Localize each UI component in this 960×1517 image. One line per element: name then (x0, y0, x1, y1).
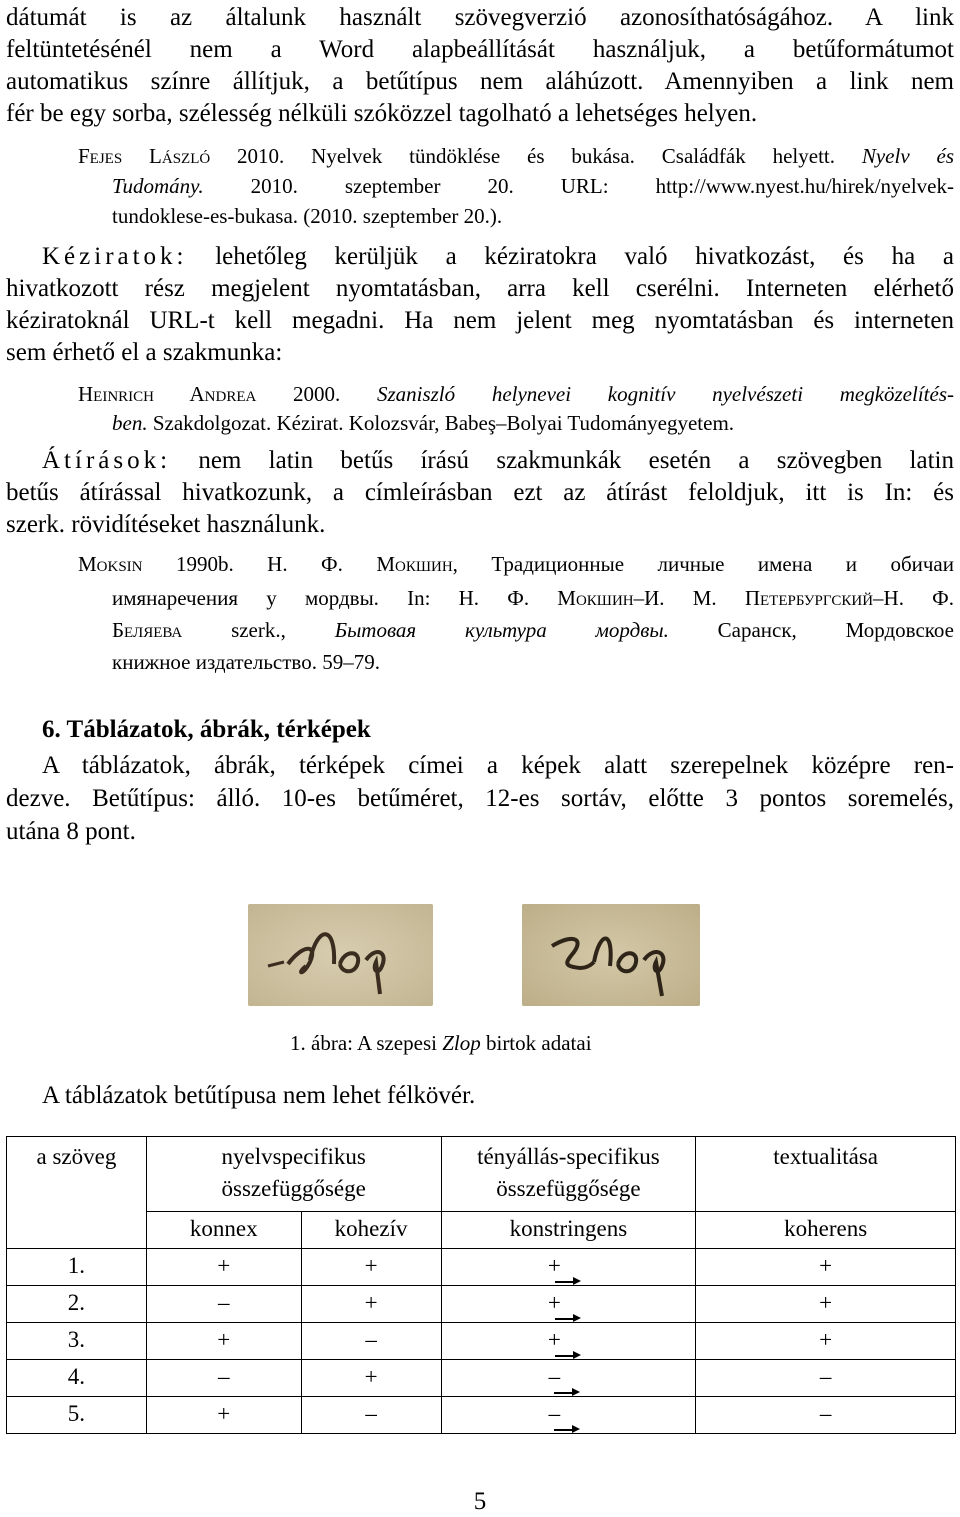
table-subheader-row (7, 1212, 956, 1249)
ref1-journal: Nyelv és (861, 144, 954, 168)
table-header-row (7, 1137, 956, 1212)
criteria-table (6, 1136, 956, 1434)
ref1-title: 2010. Nyelvek tündöklése és bukása. Családfák helyett. (210, 144, 862, 168)
header-cell-text: a szöveg (7, 1137, 147, 1212)
ref2-line2 (112, 409, 734, 438)
kez-line1 (42, 241, 954, 273)
para1-line4: fér be egy sorba, szélesség nélküli szóközzel tagolható a lehetséges helyen. (6, 100, 758, 127)
arrow-icon (555, 1276, 583, 1286)
ref1-author: Fejes László (78, 144, 211, 168)
subheader-cell: konstringens (441, 1212, 696, 1249)
ref3-line1: Moksin 1990b. Н. Ф. Мокшин, Традиционные личные имена и обичаи (78, 552, 954, 576)
section-line3: utána 8 pont. (6, 818, 136, 845)
ref3-line2: имянаречения у мордвы. In: Н. Ф. Мокшин–И. М. Петербургский–Н. Ф. (112, 586, 954, 610)
header-cell-fact: tényállás-specifikus összefüggősége (441, 1137, 696, 1212)
section-line1: A táblázatok, ábrák, térképek címei a képek alatt szerepelnek középre ren- (42, 752, 954, 779)
ref2-author: Heinrich Andrea (78, 382, 257, 406)
ref3-line4: книжное издательство. 59–79. (112, 650, 380, 674)
subheader-cell: kohezív (301, 1212, 441, 1249)
para1-line2: feltüntetésénél nem a Word alapbeállítását használjuk, a betűformátumot (6, 36, 954, 63)
header-cell-textuality: textualitása (696, 1137, 956, 1212)
atir-text: nem latin betűs írású szakmunkák esetén a szövegben latin (171, 447, 954, 474)
ref3-line3: Беляева szerk., Бытовая культура мордвы. Саранск, Мордовское (112, 618, 954, 642)
atir-line3: szerk. rövidítéseket használunk. (6, 511, 326, 538)
ref2-details: Szakdolgozat. Kézirat. Kolozsvár, Babeş–Bolyai Tudományegyetem. (147, 411, 735, 435)
page-number: 5 (473, 1488, 487, 1515)
subheader-empty (7, 1212, 147, 1249)
arrow-icon (554, 1424, 582, 1434)
ref2-title: Szaniszló helynevei kognitív nyelvészeti megközelítés- (376, 382, 954, 406)
table-row: 4. – + – – (7, 1360, 956, 1397)
subheader-cell: konnex (146, 1212, 301, 1249)
ref2-year: 2000. (256, 382, 377, 406)
table-row: 1. + + + + (7, 1249, 956, 1286)
arrow-icon (555, 1313, 583, 1323)
ref2-line1 (78, 380, 954, 409)
ref1-url[interactable]: 2010. szeptember 20. URL: http://www.nyest.hu/hirek/nyelvek- (203, 174, 954, 198)
kez-label: Kéziratok: (42, 243, 188, 270)
header-cell-language: nyelvspecifikus összefüggősége (146, 1137, 441, 1212)
subheader-cell: koherens (696, 1212, 956, 1249)
kez-text: lehetőleg kerüljük a kéziratokra való hivatkozást, és ha a (187, 243, 954, 270)
table-note: A táblázatok betűtípusa nem lehet félkövér. (42, 1082, 476, 1109)
arrow-icon (555, 1350, 583, 1360)
ref1-line2 (112, 172, 954, 201)
kez-line3: kéziratoknál URL-t kell megadni. Ha nem jelent meg nyomtatásban és interneten (6, 307, 954, 334)
ref1-line3[interactable]: tundoklese-es-bukasa. (2010. szeptember 20.). (112, 204, 503, 228)
manuscript-image-1 (248, 904, 433, 1006)
table-row: 3. + – + + (7, 1323, 956, 1360)
section-line2: dezve. Betűtípus: álló. 10-es betűméret, 12-es sortáv, előtte 3 pontos soremelés, (6, 785, 954, 812)
manuscript-image-2 (522, 904, 700, 1006)
arrow-icon (554, 1387, 582, 1397)
atir-line1 (42, 445, 954, 477)
kez-line4: sem érhető el a szakmunka: (6, 339, 283, 366)
ref1-journal-cont: Tudomány. (112, 174, 204, 198)
caption-word: Zlop (442, 1031, 481, 1055)
kez-line2: hivatkozott rész megjelent nyomtatásban, arra kell cserélni. Interneten elérhető (6, 275, 954, 302)
section-heading: 6. Táblázatok, ábrák, térképek (42, 716, 371, 743)
ref1-line1 (78, 142, 954, 171)
atir-label: Átírások: (42, 447, 172, 474)
atir-line2: betűs átírással hivatkozunk, a címleírásban ezt az átírást feloldjuk, itt is In: és (6, 479, 954, 506)
figure-caption: 1. ábra: A szepesi Zlop birtok adatai (290, 1031, 592, 1055)
ref3-author: Moksin (78, 552, 143, 576)
para1-line1: dátumát is az általunk használt szövegverzió azonosíthatóságához. A link (6, 4, 954, 31)
table-row: 2. – + + + (7, 1286, 956, 1323)
para1-line3: automatikus színre állítjuk, a betűtípus nem aláhúzott. Amennyiben a link nem (6, 68, 954, 95)
table-row: 5. + – – – (7, 1397, 956, 1434)
ref2-title-cont: ben. (112, 411, 148, 435)
